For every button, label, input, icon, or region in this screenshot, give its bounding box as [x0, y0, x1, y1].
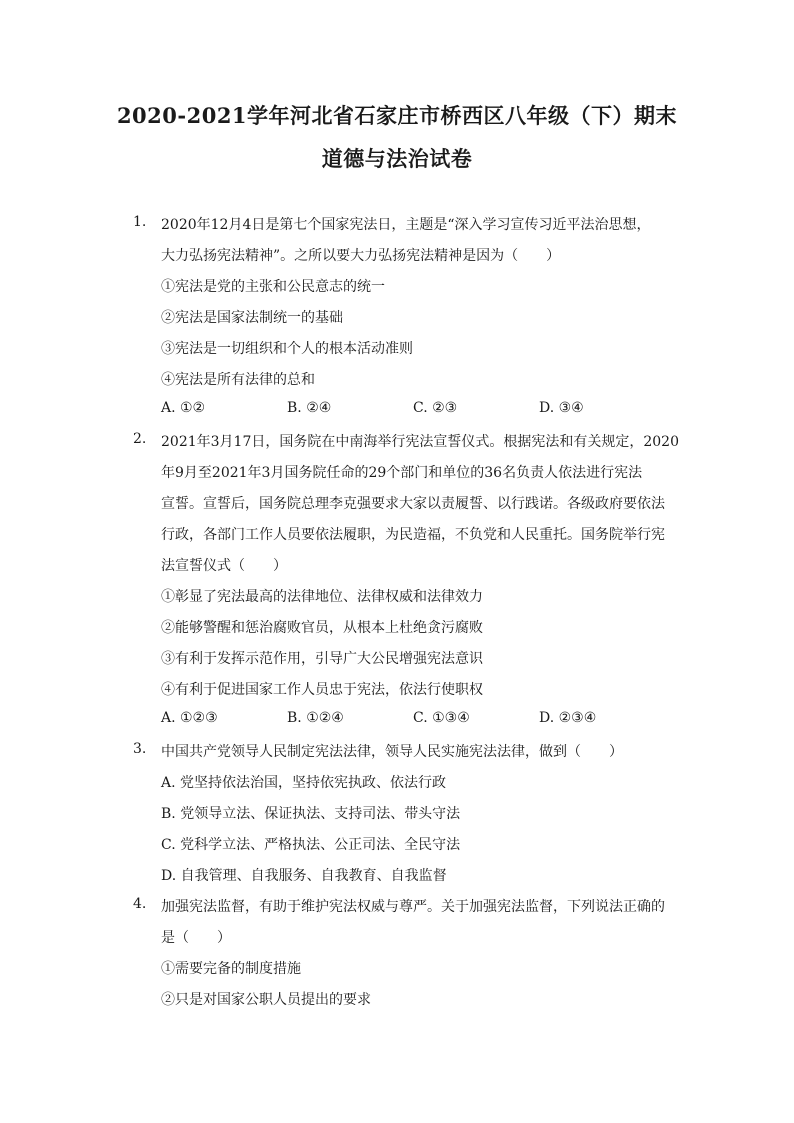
question-number: 1. [133, 214, 147, 230]
option-d: D. 自我管理、自我服务、自我教育、自我监督 [161, 868, 447, 884]
statement-line: ①需要完备的制度措施 [161, 961, 301, 977]
exam-title-line2: 道德与法治试卷 [321, 146, 473, 171]
option-b: B. ②④ [287, 400, 332, 416]
question-text-line: 2020年12月4日是第七个国家宪法日，主题是“深入学习宣传习近平法治思想， [161, 217, 651, 233]
statement-line: ②宪法是国家法制统一的基础 [161, 310, 343, 326]
statement-line: ③宪法是一切组织和个人的根本活动准则 [161, 341, 413, 357]
question-number: 4. [133, 896, 147, 912]
question-text-line: 宣誓。宣誓后，国务院总理李克强要求大家以责履誓、以行践诺。各级政府要依法 [161, 496, 665, 512]
option-a: A. 党坚持依法治国，坚持依宪执政、依法行政 [161, 775, 447, 791]
option-a: A. ①② [161, 400, 206, 416]
statement-line: ③有利于发挥示范作用，引导广大公民增强宪法意识 [161, 651, 483, 667]
option-d: D. ③④ [539, 400, 584, 416]
question-text-line: 加强宪法监督，有助于维护宪法权威与尊严。关于加强宪法监督，下列说法正确的 [161, 899, 665, 915]
option-c: C. ①③④ [413, 710, 470, 726]
option-c: C. 党科学立法、严格执法、公正司法、全民守法 [161, 837, 461, 853]
option-d: D. ②③④ [539, 710, 597, 726]
statement-line: ①彰显了宪法最高的法律地位、法律权威和法律效力 [161, 589, 483, 605]
statement-line: ②只是对国家公职人员提出的要求 [161, 992, 371, 1008]
question-number: 3. [133, 741, 147, 757]
option-b: B. ①②④ [287, 710, 344, 726]
question-text-line: 是（ ） [161, 930, 231, 946]
exam-title-line1: 2020-2021学年河北省石家庄市桥西区八年级（下）期末 [116, 103, 678, 128]
statement-line: ①宪法是党的主张和公民意志的统一 [161, 279, 385, 295]
question-text-line: 行政，各部门工作人员要依法履职，为民造福，不负党和人民重托。国务院举行宪 [161, 527, 665, 543]
question-text-line: 大力弘扬宪法精神”。之所以要大力弘扬宪法精神是因为（ ） [161, 248, 561, 264]
statement-line: ②能够警醒和惩治腐败官员，从根本上杜绝贪污腐败 [161, 620, 483, 636]
question-text-line: 中国共产党领导人民制定宪法法律，领导人民实施宪法法律，做到（ ） [161, 744, 623, 760]
statement-line: ④有利于促进国家工作人员忠于宪法，依法行使职权 [161, 682, 483, 698]
question-text-line: 年9月至2021年3月国务院任命的29个部门和单位的36名负责人依法进行宪法 [161, 465, 643, 481]
option-c: C. ②③ [413, 400, 458, 416]
option-a: A. ①②③ [161, 710, 218, 726]
statement-line: ④宪法是所有法律的总和 [161, 372, 315, 388]
option-b: B. 党领导立法、保证执法、支持司法、带头守法 [161, 806, 461, 822]
question-number: 2. [133, 431, 147, 447]
question-text-line: 2021年3月17日，国务院在中南海举行宪法宣誓仪式。根据宪法和有关规定，2020 [161, 434, 679, 450]
question-text-line: 法宣誓仪式（ ） [161, 558, 287, 574]
